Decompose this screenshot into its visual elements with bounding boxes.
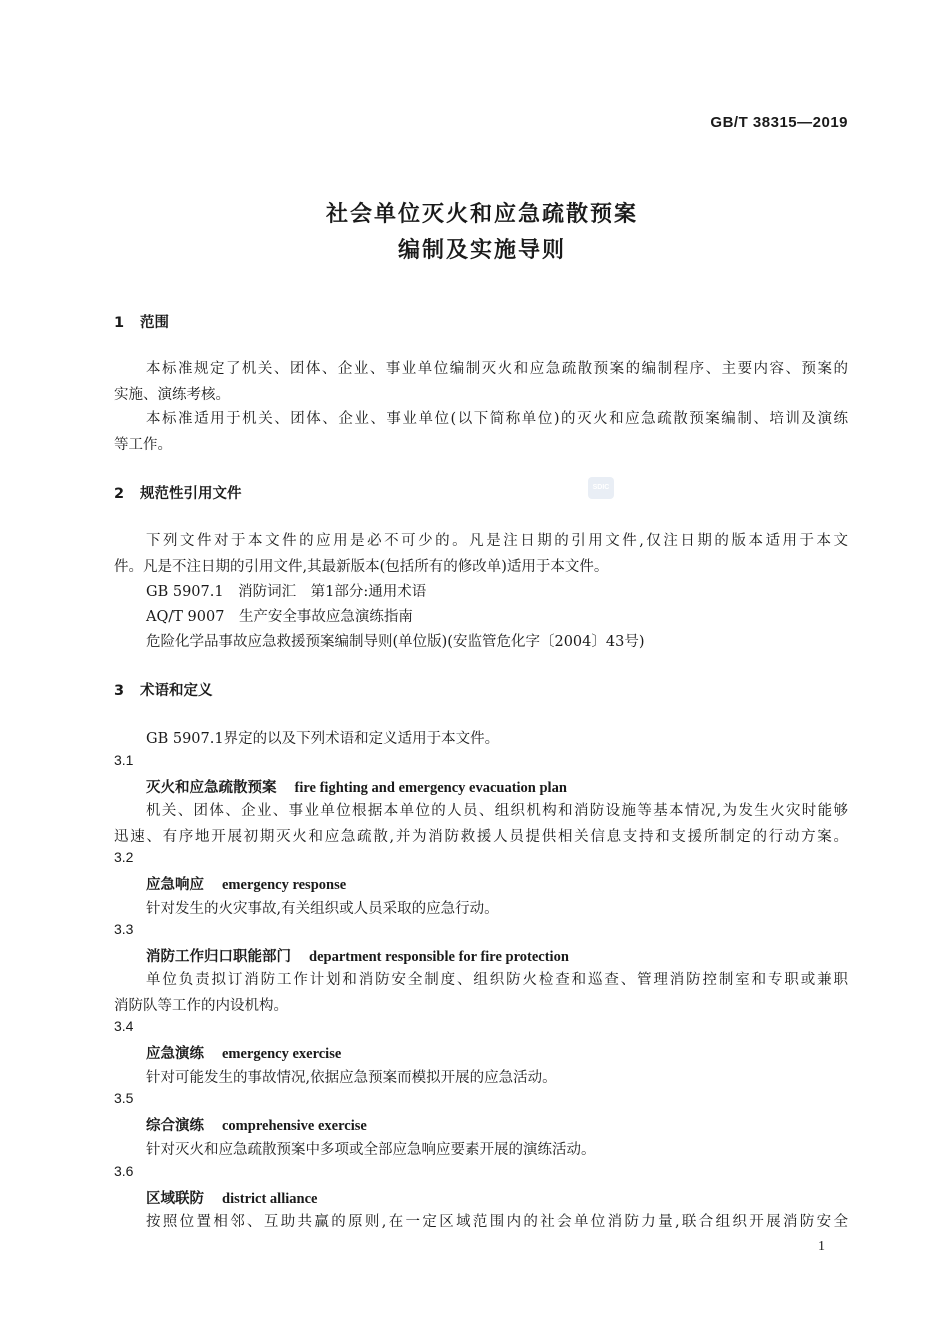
term-heading xyxy=(146,1187,317,1208)
reference-name: 消防词汇 第1部分:通用术语 xyxy=(238,584,427,600)
term-english: department responsible for fire protection xyxy=(309,949,569,965)
term-definition-line1: 针对发生的火灾事故,有关组织或人员采取的应急行动。 xyxy=(146,901,499,917)
term-english: emergency exercise xyxy=(222,1046,342,1062)
term-number: 3.5 xyxy=(114,1090,134,1106)
term-chinese: 区域联防 xyxy=(146,1191,204,1207)
reference-name: 危险化学品事故应急救援预案编制导则(单位版)(安监管危化字〔2004〕43号) xyxy=(146,634,645,650)
term-heading xyxy=(146,1042,341,1063)
term-heading xyxy=(146,1114,367,1135)
term-definition-line1: 针对灭火和应急疏散预案中多项或全部应急响应要素开展的演练活动。 xyxy=(146,1142,596,1158)
section-title: 术语和定义 xyxy=(140,683,213,699)
section-1-paragraph-1-line1: 本标准规定了机关、团体、企业、事业单位编制灭火和应急疏散预案的编制程序、主要内容、预案的 xyxy=(146,361,848,377)
section-number: 3 xyxy=(114,683,125,699)
term-english: comprehensive exercise xyxy=(222,1118,367,1134)
watermark-logo: SDIC xyxy=(588,477,614,499)
term-definition-line1: 按照位置相邻、互助共赢的原则,在一定区域范围内的社会单位消防力量,联合组织开展消防安全 xyxy=(146,1214,848,1230)
section-number: 1 xyxy=(114,315,125,331)
reference-item xyxy=(146,630,644,651)
term-chinese: 应急演练 xyxy=(146,1046,204,1062)
term-heading xyxy=(146,776,567,797)
term-chinese: 应急响应 xyxy=(146,877,204,893)
term-definition-line1: 针对可能发生的事故情况,依据应急预案而模拟开展的应急活动。 xyxy=(146,1070,557,1086)
term-definition-line1: 单位负责拟订消防工作计划和消防安全制度、组织防火检查和巡查、管理消防控制室和专职或兼职 xyxy=(146,972,848,988)
term-number: 3.6 xyxy=(114,1163,134,1179)
term-english: fire fighting and emergency evacuation plan xyxy=(294,780,567,796)
reference-item xyxy=(146,580,426,601)
section-title: 规范性引用文件 xyxy=(140,486,242,502)
section-3-intro: GB 5907.1界定的以及下列术语和定义适用于本文件。 xyxy=(146,731,500,747)
term-chinese: 综合演练 xyxy=(146,1118,204,1134)
section-1-heading xyxy=(114,311,169,332)
standard-code: GB/T 38315—2019 xyxy=(710,114,848,131)
section-2-paragraph-line1: 下列文件对于本文件的应用是必不可少的。凡是注日期的引用文件,仅注日期的版本适用于本文 xyxy=(146,533,848,549)
reference-code: AQ/T 9007 xyxy=(146,609,225,625)
reference-code: GB 5907.1 xyxy=(146,584,224,600)
section-1-paragraph-1-line2: 实施、演练考核。 xyxy=(114,387,230,403)
term-english: district alliance xyxy=(222,1191,318,1207)
term-definition-line2: 消防队等工作的内设机构。 xyxy=(114,998,288,1014)
reference-item xyxy=(146,605,413,626)
term-definition-line2: 迅速、有序地开展初期灭火和应急疏散,并为消防救援人员提供相关信息支持和支援所制定的行动方案。 xyxy=(114,829,848,845)
term-number: 3.2 xyxy=(114,849,134,865)
term-number: 3.1 xyxy=(114,752,134,768)
page-number: 1 xyxy=(818,1239,825,1254)
section-number: 2 xyxy=(114,486,125,502)
section-3-heading xyxy=(114,679,213,700)
term-english: emergency response xyxy=(222,877,347,893)
reference-name: 生产安全事故应急演练指南 xyxy=(238,609,413,625)
term-chinese: 消防工作归口职能部门 xyxy=(146,949,291,965)
section-1-paragraph-2-line2: 等工作。 xyxy=(114,437,172,453)
section-2-paragraph-line2: 件。凡是不注日期的引用文件,其最新版本(包括所有的修改单)适用于本文件。 xyxy=(114,559,609,575)
term-definition-line1: 机关、团体、企业、事业单位根据本单位的人员、组织机构和消防设施等基本情况,为发生火灾时能够 xyxy=(146,803,848,819)
document-title-line2: 编制及实施导则 xyxy=(397,238,566,263)
term-number: 3.3 xyxy=(114,921,134,937)
term-heading xyxy=(146,945,569,966)
term-number: 3.4 xyxy=(114,1018,134,1034)
section-2-heading xyxy=(114,482,242,503)
section-1-paragraph-2-line1: 本标准适用于机关、团体、企业、事业单位(以下简称单位)的灭火和应急疏散预案编制、培训及演练 xyxy=(146,411,848,427)
document-title-line1: 社会单位灭火和应急疏散预案 xyxy=(325,202,638,227)
section-title: 范围 xyxy=(140,315,169,331)
term-chinese: 灭火和应急疏散预案 xyxy=(146,780,277,796)
term-heading xyxy=(146,873,346,894)
